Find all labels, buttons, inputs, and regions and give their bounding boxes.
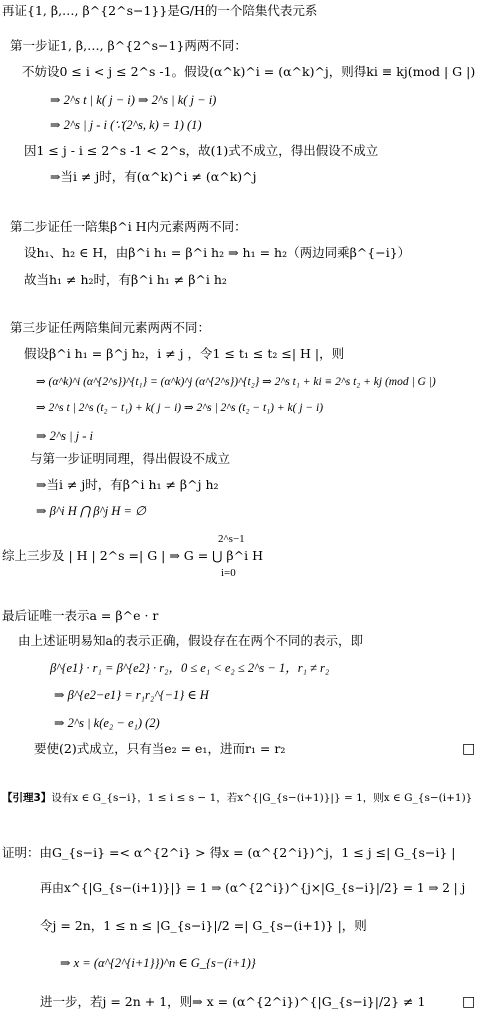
line-5-equation-1: ⇒ 2^s | j - i (∵(2^s, k) = 1) (1) — [50, 118, 202, 132]
line-24-equation-2: ⇒ 2^s | k(e₂ − e₁) (2) — [54, 716, 160, 730]
line-23-beta-difference: ⇒ β^{e2−e1} = r₁r₂^{−1} ∈ H — [54, 688, 209, 702]
line-1-intro: 再证{1, β,…, β^{2^s−1}}是G/H的一个陪集代表元系 — [2, 3, 318, 18]
line-22-two-representations: β^{e1} · r₁ = β^{e2} · r₂，0 ≤ e₁ < e₂ ≤ 2^s − 1，r₁ ≠ r₂ — [50, 661, 330, 675]
line-12-step3-assumption: 假设β^i h₁ = β^j h₂，i ≠ j ，令1 ≤ t₁ ≤ t₂ ≤| H |，则 — [24, 346, 345, 361]
line-9-step2-derivation: 设h₁、h₂ ∈ H，由β^i h₁ = β^i h₂ ⇒ h₁ = h₂（两边同乘β^{−i}） — [24, 245, 411, 260]
line-21-uniqueness-intro: 由上述证明易知a的表示正确，假设存在在两个不同的表示，即 — [18, 633, 363, 648]
line-17-step3-conclusion: ⇒当i ≠ j时，有β^i h₁ ≠ β^j h₂ — [36, 477, 219, 492]
line-8-step2-title: 第二步证任一陪集β^i H内元素两两不同： — [10, 219, 247, 234]
line-11-step3-title: 第三步证任两陪集间元素两两不同： — [10, 320, 211, 335]
line-3-assumption: 不妨设0 ≤ i < j ≤ 2^s -1。假设(α^k)^i = (α^k)^j，则得ki ≡ kj(mod | G |) — [22, 64, 476, 79]
line-16-step3-same: 与第一步证明同理，得出假设不成立 — [30, 451, 231, 466]
line-6-contradiction: 因1 ≤ j - i ≤ 2^s -1 < 2^s，故(1)式不成立，得出假设不成立 — [24, 143, 379, 158]
line-31-proof-further: 进一步，若j = 2n + 1，则⇒ x = (α^{2^i})^{|G_{s−i}|/2} ≠ 1 — [40, 994, 426, 1009]
line-15-step3-divides: ⇒ 2^s | j - i — [36, 429, 94, 443]
union-lower-limit: i=0 — [221, 567, 236, 579]
line-25-uniqueness-conclusion: 要使(2)式成立，只有当e₂ = e₁，进而r₁ = r₂ — [34, 741, 286, 756]
line-26-lemma3: 【引理3】设有x ∈ G_{s−i}，1 ≤ i ≤ s − 1，若x^{|G_{s−(i+1)}|} = 1，则x ∈ G_{s−(i+1)} — [2, 792, 473, 804]
line-7-conclusion: ⇒当i ≠ j时，有(α^k)^i ≠ (α^k)^j — [50, 169, 257, 184]
union-upper-limit: 2^s−1 — [218, 533, 245, 545]
qed-box-1: □ — [462, 741, 476, 757]
line-10-step2-conclusion: 故当h₁ ≠ h₂时，有β^i h₁ ≠ β^i h₂ — [24, 272, 227, 287]
line-13-step3-derivation: ⇒ (α^k)^i (α^{2^s})^{t₁} = (α^k)^j (α^{2^s})^{t₂} ⇒ 2^s t₁ + ki ≡ 2^s t₂ + kj (mod | G |) — [36, 376, 436, 388]
line-4-derivation: ⇒ 2^s t | k( j − i) ⇒ 2^s | k( j − i) — [50, 93, 217, 107]
line-2-step1-title: 第一步证1, β,…, β^{2^s−1}两两不同： — [10, 38, 247, 53]
line-20-uniqueness-title: 最后证唯一表示a = β^e · r — [2, 608, 159, 623]
line-14-step3-derivation: ⇒ 2^s t | 2^s (t₂ − t₁) + k( j − i) ⇒ 2^s | 2^s (t₂ − t₁) + k( j − i) — [36, 402, 324, 414]
line-18-intersection-empty: ⇒ β^i H ⋂ β^j H = ∅ — [36, 504, 146, 518]
line-19-summary: 综上三步及 | H | 2^s =| G | ⇒ G = ⋃ β^i H — [2, 548, 263, 563]
line-27-proof-start: 证明：由G_{s−i} =< α^{2^i} > 得x = (α^{2^i})^j，1 ≤ j ≤| G_{s−i} | — [2, 845, 456, 860]
line-28-proof-step: 再由x^{|G_{s−(i+1)}|} = 1 ⇒ (α^{2^i})^{j×|G_{s−i}|/2} = 1 ⇒ 2 | j — [40, 881, 466, 895]
lemma-label: 【引理3】 — [2, 792, 52, 804]
line-29-proof-let: 令j = 2n，1 ≤ n ≤ |G_{s−i}|/2 =| G_{s−(i+1)} |，则 — [40, 918, 367, 933]
line-30-proof-result: ⇒ x = (α^{2^{i+1}})^n ∈ G_{s−(i+1)} — [60, 956, 256, 970]
qed-box-2: □ — [462, 994, 476, 1010]
